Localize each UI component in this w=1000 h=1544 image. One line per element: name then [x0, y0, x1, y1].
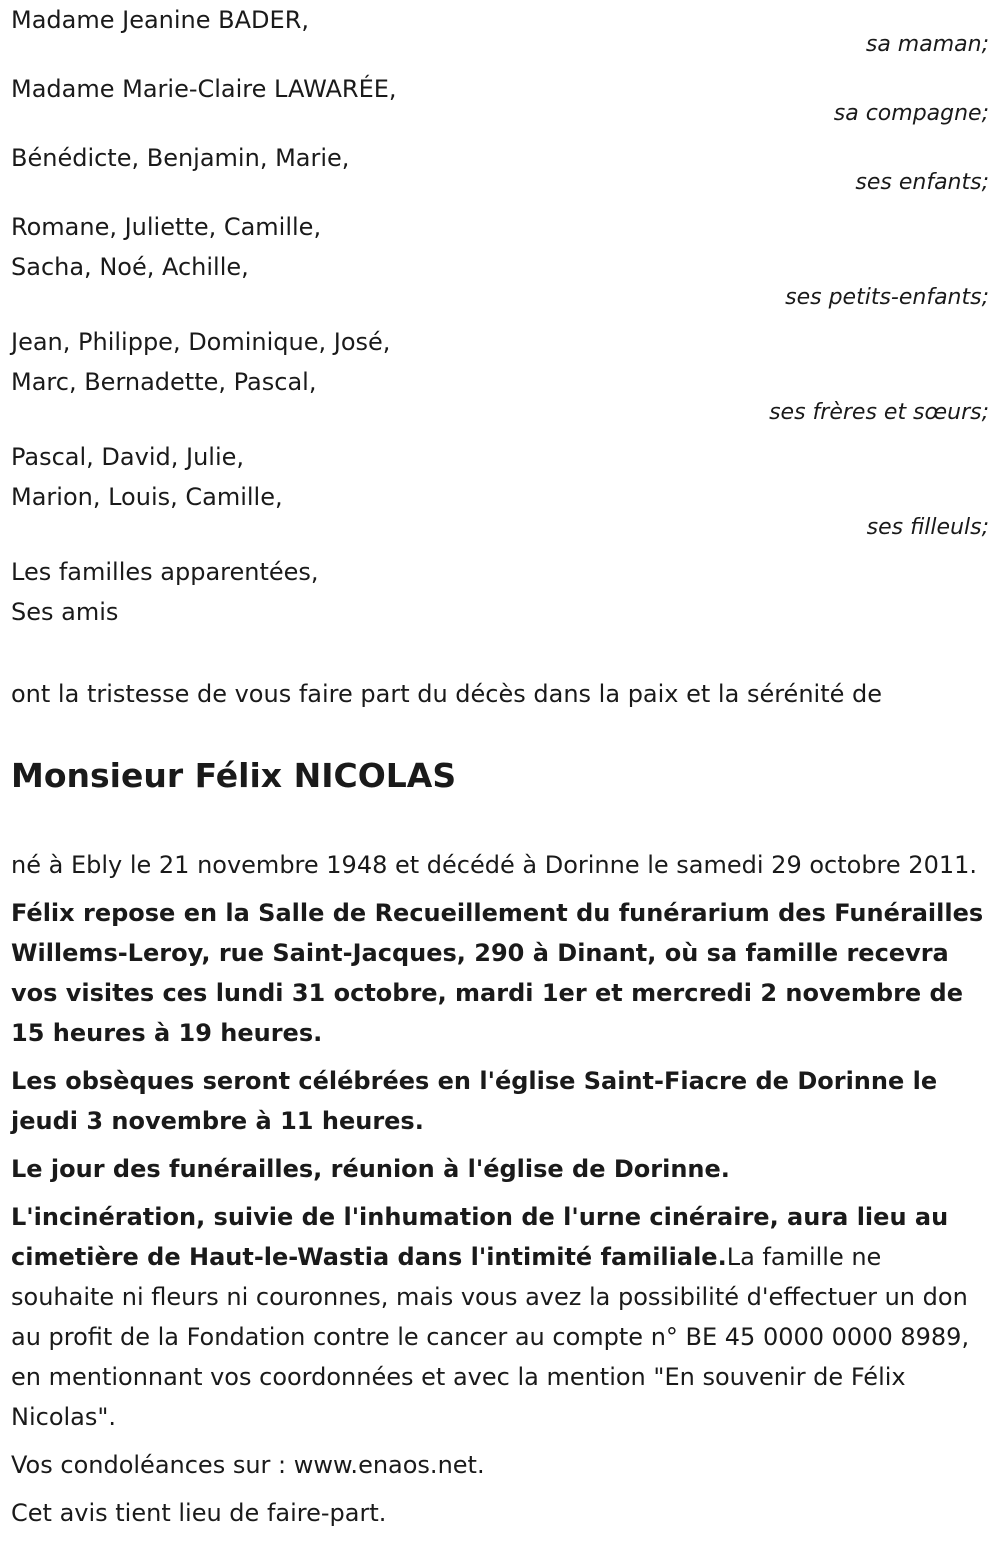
- condolences-text: Vos condoléances sur : www.enaos.net.: [11, 1451, 485, 1479]
- family-names: Sacha, Noé, Achille,: [11, 253, 249, 281]
- family-relation: ses petits-enfants;: [785, 285, 989, 310]
- meeting-text: Le jour des funérailles, réunion à l'église de Dorinne.: [11, 1155, 730, 1183]
- family-names: Marc, Bernadette, Pascal,: [11, 368, 317, 396]
- announcement-text: ont la tristesse de vous faire part du décès dans la paix et la sérénité de: [11, 680, 882, 708]
- family-relation: ses enfants;: [855, 170, 989, 195]
- donation-text: La famille ne souhaite ni fleurs ni couronnes, mais vous avez la possibilité d'effectuer un don au profit de la Fondation contre le cancer au compte n° BE 45 0000 0000 8989, en mentionnant vos coordonnées et avec la mention "En souvenir de Félix Nicolas".: [11, 1243, 970, 1431]
- family-names: Bénédicte, Benjamin, Marie,: [11, 144, 350, 172]
- relatives-line: Les familles apparentées,: [11, 558, 319, 586]
- cremation-donation-paragraph: [11, 1197, 989, 1437]
- family-entry-grandchildren: [11, 207, 989, 311]
- notice-text: Cet avis tient lieu de faire-part.: [11, 1499, 387, 1527]
- friends-line: Ses amis: [11, 598, 119, 626]
- family-names: Pascal, David, Julie,: [11, 443, 245, 471]
- family-relation: sa maman;: [865, 32, 989, 57]
- visitation-text: Félix repose en la Salle de Recueillement du funérarium des Funérailles Willems-Leroy, rue Saint-Jacques, 290 à Dinant, où sa famille recevra vos visites ces lundi 31 octobre, mardi 1er et mercredi 2 novembre de 15 heures à 19 heures.: [11, 899, 984, 1047]
- cremation-text: L'incinération, suivie de l'inhumation de l'urne cinéraire, aura lieu au cimetière de Haut-le-Wastia dans l'intimité familiale.: [11, 1203, 949, 1271]
- family-relation: ses filleuls;: [866, 515, 989, 540]
- family-names: Marion, Louis, Camille,: [11, 483, 283, 511]
- family-entry-mother: [11, 0, 989, 58]
- family-entry-children: [11, 138, 989, 196]
- family-names: Jean, Philippe, Dominique, José,: [11, 328, 391, 356]
- funeral-text: Les obsèques seront célébrées en l'église Saint-Fiacre de Dorinne le jeudi 3 novembre à 11 heures.: [11, 1067, 938, 1135]
- birth-death-text: né à Ebly le 21 novembre 1948 et décédé à Dorinne le samedi 29 octobre 2011.: [11, 851, 977, 879]
- deceased-name: Monsieur Félix NICOLAS: [11, 756, 457, 795]
- family-names: Romane, Juliette, Camille,: [11, 213, 322, 241]
- family-relation: sa compagne;: [833, 101, 989, 126]
- family-names: Madame Jeanine BADER,: [11, 6, 309, 34]
- family-entry-partner: [11, 69, 989, 127]
- obituary-notice: [11, 0, 989, 1541]
- family-entry-others: [11, 552, 989, 632]
- family-entry-godchildren: [11, 437, 989, 541]
- family-names: Madame Marie-Claire LAWARÉE,: [11, 75, 397, 103]
- family-relation: ses frères et sœurs;: [769, 400, 989, 425]
- family-entry-siblings: [11, 322, 989, 426]
